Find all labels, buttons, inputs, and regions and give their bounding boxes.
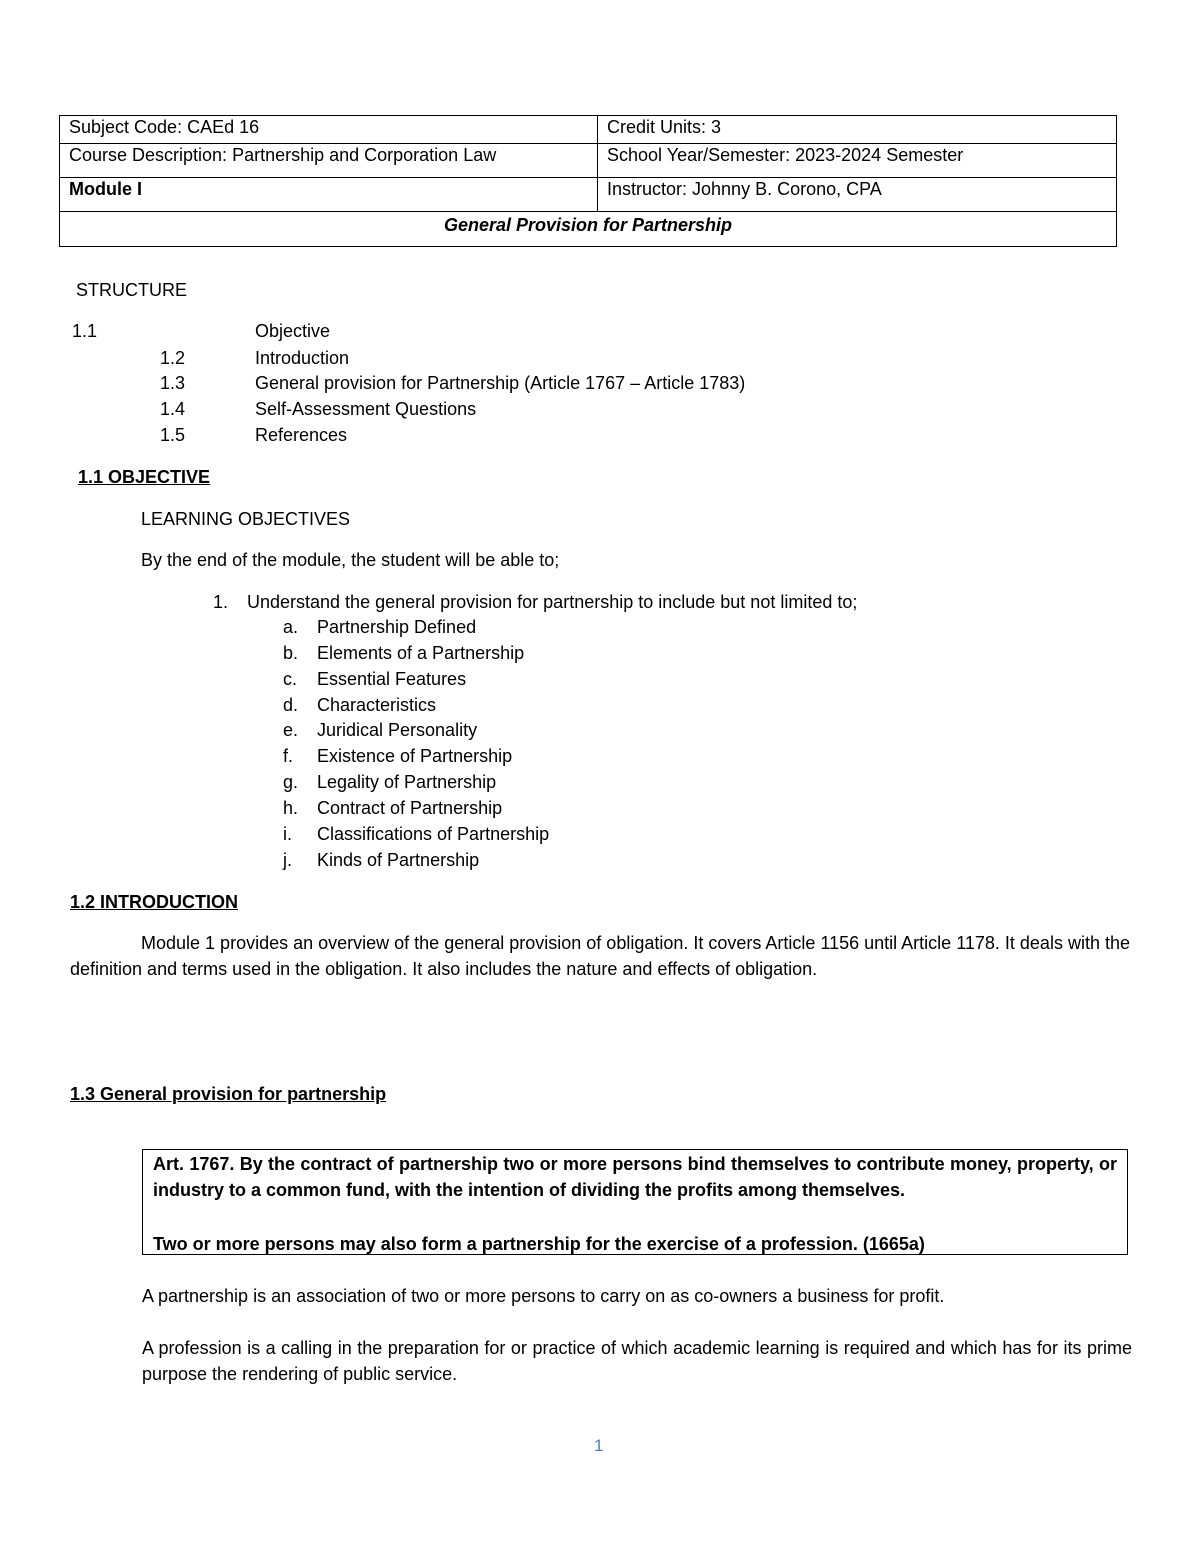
subitem-text: Classifications of Partnership <box>317 824 550 844</box>
article-1767-profession-text: Two or more persons may also form a partnership for the exercise of a profession. (1665a) <box>153 1234 925 1254</box>
subject-code-cell: Subject Code: CAEd 16 <box>60 116 598 144</box>
article-1767-text: Art. 1767. By the contract of partnership two or more persons bind themselves to contribute money, property, or industry to a common fund, with the intention of dividing the profits among themselves. <box>153 1154 1117 1200</box>
objective-item-text: Understand the general provision for partnership to include but not limited to; <box>247 592 858 612</box>
school-year-cell: School Year/Semester: 2023-2024 Semester <box>598 144 1117 178</box>
course-description-cell: Course Description: Partnership and Corporation Law <box>60 144 598 178</box>
profession-definition: A profession is a calling in the preparation for or practice of which academic learning is required and which has for its prime purpose the rendering of public service. <box>142 1338 1132 1384</box>
subitem-text: Essential Features <box>317 669 467 689</box>
subitem-letter: j. <box>283 850 292 870</box>
objective-item-num: 1. <box>213 592 229 612</box>
structure-heading: STRUCTURE <box>76 280 187 300</box>
structure-item-label: Objective <box>255 321 331 341</box>
introduction-paragraph: Module 1 provides an overview of the general provision of obligation. It covers Article 1156 until Article 1178. It deals with the definition and terms used in the obligation. It also includes the nature and effects of obligation. <box>70 933 1130 979</box>
subitem-text: Legality of Partnership <box>317 772 497 792</box>
objectives-intro: By the end of the module, the student will be able to; <box>141 550 560 570</box>
instructor-cell: Instructor: Johnny B. Corono, CPA <box>598 178 1117 212</box>
subitem-text: Characteristics <box>317 695 437 715</box>
objective-heading: 1.1 OBJECTIVE <box>78 467 211 487</box>
subitem-text: Elements of a Partnership <box>317 643 525 663</box>
subitem-letter: a. <box>283 617 299 637</box>
subitem-letter: g. <box>283 772 299 792</box>
subitem-letter: h. <box>283 798 299 818</box>
subitem-letter: b. <box>283 643 299 663</box>
subitem-text: Partnership Defined <box>317 617 477 637</box>
structure-item-num: 1.5 <box>160 425 186 445</box>
subitem-letter: c. <box>283 669 298 689</box>
general-provision-heading: 1.3 General provision for partnership <box>70 1084 387 1104</box>
subitem-text: Existence of Partnership <box>317 746 513 766</box>
structure-item-num: 1.1 <box>72 321 98 341</box>
partnership-definition: A partnership is an association of two or more persons to carry on as co-owners a business for profit. <box>142 1286 945 1306</box>
structure-item-num: 1.3 <box>160 373 186 393</box>
subitem-text: Juridical Personality <box>317 720 478 740</box>
learning-objectives-subheading: LEARNING OBJECTIVES <box>141 509 351 529</box>
structure-item-label: Self-Assessment Questions <box>255 399 477 419</box>
subitem-letter: e. <box>283 720 299 740</box>
article-1767-box <box>142 1149 1128 1255</box>
module-title-cell: General Provision for Partnership <box>60 212 1117 247</box>
structure-item-label: General provision for Partnership (Article 1767 – Article 1783) <box>255 373 746 393</box>
structure-item-num: 1.4 <box>160 399 186 419</box>
subitem-letter: i. <box>283 824 292 844</box>
subitem-letter: f. <box>283 746 294 766</box>
structure-item-label: Introduction <box>255 348 350 368</box>
page-number: 1 <box>594 1436 604 1455</box>
introduction-heading: 1.2 INTRODUCTION <box>70 892 239 912</box>
subitem-text: Kinds of Partnership <box>317 850 480 870</box>
subitem-text: Contract of Partnership <box>317 798 503 818</box>
structure-item-num: 1.2 <box>160 348 186 368</box>
credit-units-cell: Credit Units: 3 <box>598 116 1117 144</box>
course-header-table <box>59 115 1117 247</box>
module-cell: Module I <box>60 178 598 212</box>
structure-item-label: References <box>255 425 348 445</box>
subitem-letter: d. <box>283 695 299 715</box>
